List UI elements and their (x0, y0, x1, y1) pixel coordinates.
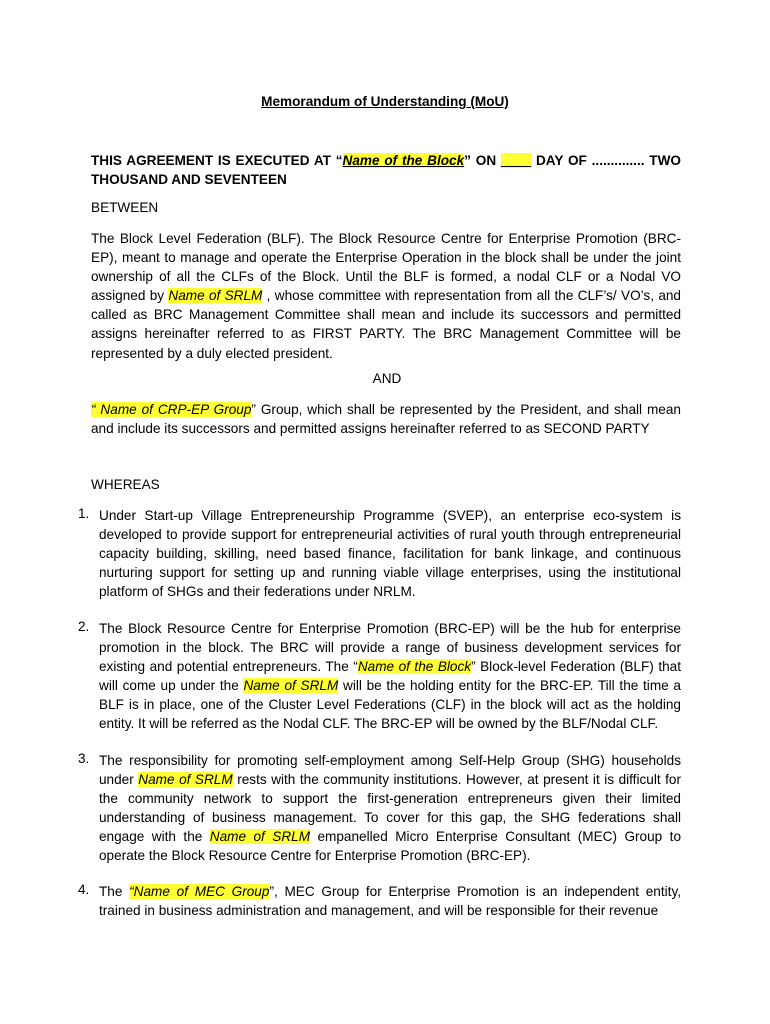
agreement-statement (91, 151, 681, 189)
and-separator (0, 371, 770, 386)
mec-group-placeholder: “Name of MEC Group (129, 884, 270, 899)
srlm-name-placeholder: Name of SRLM (209, 829, 311, 845)
item-text: The Block Resource Centre for Enterprise Promotion (BRC-EP) will be the hub for enterprise promotion in the block. The BRC will provide a range of business development services for existing and potential entrepreneurs. The “ (99, 621, 681, 675)
srlm-name-placeholder: Name of SRLM (243, 678, 339, 694)
agreement-text-3: DAY OF .............. TWO THOUSAND AND SEVENTEEN (91, 153, 682, 187)
item-text: ” Block-level Federation (BLF) that will come up under the (99, 659, 681, 694)
block-name-placeholder: Name of the Block (357, 659, 472, 675)
second-party-text: ” Group, which shall be represented by the President, and shall mean and include its successors and permitted assigns hereinafter referred to as SECOND PARTY (91, 402, 681, 437)
item-text: empanelled Micro Enterprise Consultant (MEC) Group to operate the Block Resource Centre for Enterprise Promotion (BRC-EP). (99, 829, 682, 864)
whereas-heading: WHEREAS (91, 477, 160, 492)
item-text: rests with the community institutions. However, at present it is difficult for the community network to support the first-generation entrepreneurs given their limited understanding of business management. To cover for this gap, the SHG federations shall engage with the (99, 772, 682, 845)
list-item (99, 751, 681, 866)
first-party-paragraph (91, 229, 681, 363)
list-item (99, 882, 681, 920)
srlm-name-placeholder: Name of SRLM (168, 288, 263, 304)
list-item: Under Start-up Village Entrepreneurship Programme (SVEP), an enterprise eco-system is developed to provide support for entrepreneurial activities of rural youth through entrepreneurial capacity building, skilling, need based finance, facilitation for bank linkage, and continuous nurturing support for setting up and running viable village enterprises, using the institutional platform of SHGs and their federations under NRLM. (99, 508, 681, 600)
first-party-text-2: , whose committee with representation from all the CLF’s/ VO’s, and called as BRC Management Committee shall mean and include its successors and permitted assigns hereinafter referred to as FIRST PARTY. The BRC Management Committee will be represented by a duly elected president. (91, 288, 681, 361)
first-party-text-1: The Block Level Federation (BLF). The Block Resource Centre for Enterprise Promotion (BRC-EP), meant to manage and operate the Enterprise Operation in the block shall be under the joint ownership of all the CLFs of the Block. Until the BLF is formed, a nodal CLF or a Nodal VO assigned by (91, 231, 681, 304)
item-text: will be the holding entity for the BRC-EP. Till the time a BLF is in place, one of the Cluster Level Federations (CLF) in the block will act as the holding entity. It will be referred as the Nodal CLF. The BRC-EP will be owned by the BLF/Nodal CLF. (99, 678, 681, 732)
item-number: 4. (78, 882, 90, 897)
srlm-name-placeholder: Name of SRLM (138, 772, 233, 788)
item-text: The (99, 884, 130, 899)
item-text: The responsibility for promoting self-employment among Self-Help Group (SHG) households under (99, 753, 681, 788)
day-blank: ____ (500, 153, 532, 168)
item-text: ”, MEC Group for Enterprise Promotion is an independent entity, trained in business administration and management, and will be responsible for their revenue (99, 884, 682, 919)
item-number: 1. (78, 506, 90, 521)
agreement-text-1: THIS AGREEMENT IS EXECUTED AT “ (91, 153, 343, 168)
agreement-text-2: ” ON (464, 153, 501, 168)
item-number: 2. (78, 619, 90, 634)
document-title: Memorandum of Understanding (MoU) (261, 94, 509, 109)
block-name-placeholder: Name of the Block (342, 153, 465, 168)
list-item (99, 619, 681, 734)
between-heading: BETWEEN (91, 200, 159, 215)
second-party-paragraph (91, 400, 681, 438)
item-number: 3. (78, 751, 90, 766)
crp-ep-group-placeholder: “ Name of CRP-EP Group (91, 402, 252, 417)
and-text: AND (372, 371, 402, 386)
